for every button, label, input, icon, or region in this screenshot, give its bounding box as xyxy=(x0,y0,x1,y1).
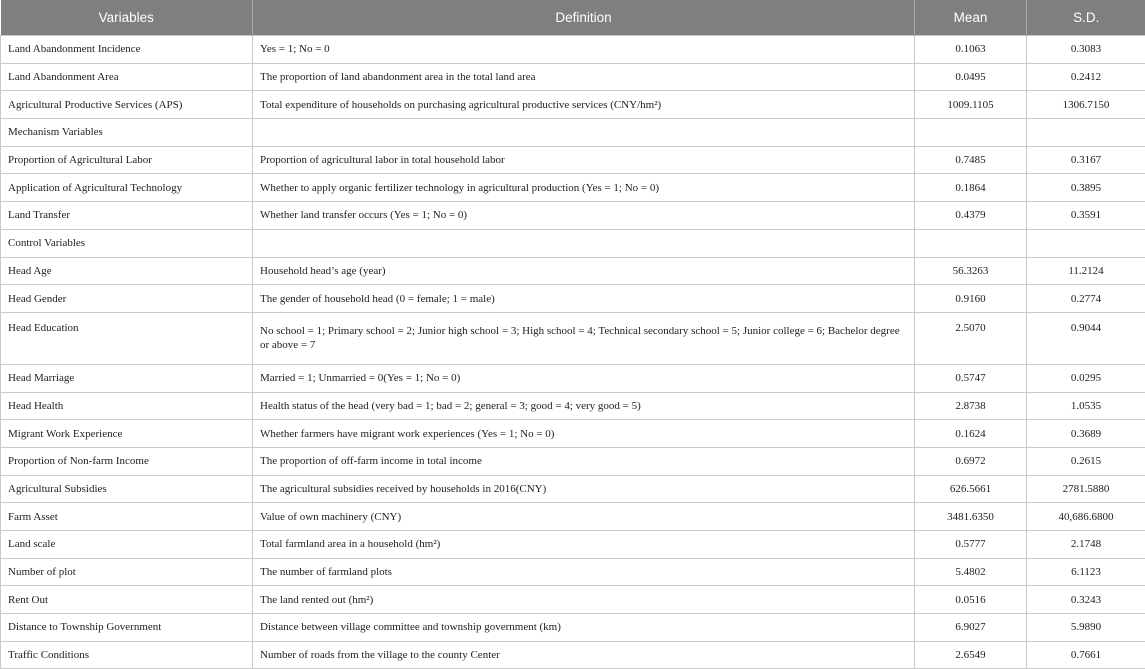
definition-cell: Total expenditure of households on purchasing agricultural productive services (CNY/hm²) xyxy=(253,91,915,119)
variable-cell: Agricultural Productive Services (APS) xyxy=(1,91,253,119)
sd-cell: 0.3895 xyxy=(1027,174,1145,202)
mean-cell: 5.4802 xyxy=(915,558,1027,586)
definition-cell: The agricultural subsidies received by households in 2016(CNY) xyxy=(253,475,915,503)
variable-cell: Land Abandonment Area xyxy=(1,63,253,91)
table-row xyxy=(1,586,1145,614)
sd-cell: 5.9890 xyxy=(1027,614,1145,642)
table-row xyxy=(1,447,1145,475)
sd-cell: 0.7661 xyxy=(1027,641,1145,669)
mean-cell: 0.1864 xyxy=(915,174,1027,202)
sd-cell: 0.2615 xyxy=(1027,447,1145,475)
mean-cell: 0.9160 xyxy=(915,285,1027,313)
table-row xyxy=(1,364,1145,392)
section-row xyxy=(1,229,1145,257)
mean-cell: 0.4379 xyxy=(915,202,1027,230)
definition-cell: Whether farmers have migrant work experiences (Yes = 1; No = 0) xyxy=(253,420,915,448)
mean-cell: 0.1624 xyxy=(915,420,1027,448)
sd-cell: 0.0295 xyxy=(1027,364,1145,392)
mean-cell: 0.6972 xyxy=(915,447,1027,475)
variable-cell: Land Transfer xyxy=(1,202,253,230)
definition-cell: Value of own machinery (CNY) xyxy=(253,503,915,531)
definition-cell: Whether to apply organic fertilizer technology in agricultural production (Yes = 1; No = 0) xyxy=(253,174,915,202)
definition-cell xyxy=(253,119,915,147)
sd-cell: 0.3243 xyxy=(1027,586,1145,614)
variable-cell: Distance to Township Government xyxy=(1,614,253,642)
table-row xyxy=(1,285,1145,313)
table-row xyxy=(1,558,1145,586)
mean-cell: 0.5777 xyxy=(915,531,1027,559)
table-row xyxy=(1,475,1145,503)
variable-cell: Application of Agricultural Technology xyxy=(1,174,253,202)
variable-cell: Land Abandonment Incidence xyxy=(1,36,253,64)
table-row xyxy=(1,36,1145,64)
table-row xyxy=(1,91,1145,119)
variable-cell: Proportion of Agricultural Labor xyxy=(1,146,253,174)
table-row xyxy=(1,641,1145,669)
mean-cell xyxy=(915,229,1027,257)
variable-cell: Head Marriage xyxy=(1,364,253,392)
mean-cell: 0.7485 xyxy=(915,146,1027,174)
header-definition: Definition xyxy=(253,0,915,36)
sd-cell: 11.2124 xyxy=(1027,257,1145,285)
definition-cell: Distance between village committee and township government (km) xyxy=(253,614,915,642)
mean-cell: 2.8738 xyxy=(915,392,1027,420)
definition-cell xyxy=(253,229,915,257)
definition-cell: Yes = 1; No = 0 xyxy=(253,36,915,64)
header-mean: Mean xyxy=(915,0,1027,36)
sd-cell xyxy=(1027,229,1145,257)
header-sd: S.D. xyxy=(1027,0,1145,36)
definition-cell: Household head’s age (year) xyxy=(253,257,915,285)
sd-cell xyxy=(1027,119,1145,147)
definition-cell: Whether land transfer occurs (Yes = 1; No = 0) xyxy=(253,202,915,230)
sd-cell: 0.3167 xyxy=(1027,146,1145,174)
table-row xyxy=(1,392,1145,420)
variable-cell: Head Education xyxy=(1,312,253,364)
table-row xyxy=(1,257,1145,285)
mean-cell: 56.3263 xyxy=(915,257,1027,285)
variable-cell: Land scale xyxy=(1,531,253,559)
variable-cell: Farm Asset xyxy=(1,503,253,531)
definition-cell: The proportion of off-farm income in total income xyxy=(253,447,915,475)
definition-cell: Health status of the head (very bad = 1; bad = 2; general = 3; good = 4; very good = 5) xyxy=(253,392,915,420)
mean-cell: 3481.6350 xyxy=(915,503,1027,531)
sd-cell: 0.3689 xyxy=(1027,420,1145,448)
sd-cell: 0.3591 xyxy=(1027,202,1145,230)
mean-cell: 2.6549 xyxy=(915,641,1027,669)
table-row xyxy=(1,503,1145,531)
mean-cell: 0.0495 xyxy=(915,63,1027,91)
variable-cell: Agricultural Subsidies xyxy=(1,475,253,503)
definition-cell: The proportion of land abandonment area in the total land area xyxy=(253,63,915,91)
mean-cell xyxy=(915,119,1027,147)
table-row xyxy=(1,614,1145,642)
sd-cell: 2.1748 xyxy=(1027,531,1145,559)
sd-cell: 6.1123 xyxy=(1027,558,1145,586)
sd-cell: 0.2774 xyxy=(1027,285,1145,313)
variable-cell: Number of plot xyxy=(1,558,253,586)
sd-cell: 1.0535 xyxy=(1027,392,1145,420)
table-row xyxy=(1,63,1145,91)
table-row xyxy=(1,420,1145,448)
mean-cell: 0.0516 xyxy=(915,586,1027,614)
definition-cell: The land rented out (hm²) xyxy=(253,586,915,614)
sd-cell: 40,686.6800 xyxy=(1027,503,1145,531)
sd-cell: 1306.7150 xyxy=(1027,91,1145,119)
sd-cell: 0.9044 xyxy=(1027,312,1145,364)
definition-cell: The gender of household head (0 = female; 1 = male) xyxy=(253,285,915,313)
definition-cell: The number of farmland plots xyxy=(253,558,915,586)
variable-cell: Head Age xyxy=(1,257,253,285)
definition-cell: Married = 1; Unmarried = 0(Yes = 1; No = 0) xyxy=(253,364,915,392)
table-row xyxy=(1,531,1145,559)
sd-cell: 0.2412 xyxy=(1027,63,1145,91)
variable-cell: Head Health xyxy=(1,392,253,420)
section-label: Mechanism Variables xyxy=(1,119,253,147)
mean-cell: 626.5661 xyxy=(915,475,1027,503)
variable-cell: Migrant Work Experience xyxy=(1,420,253,448)
table-row xyxy=(1,202,1145,230)
mean-cell: 6.9027 xyxy=(915,614,1027,642)
section-row xyxy=(1,119,1145,147)
definition-cell: No school = 1; Primary school = 2; Junior high school = 3; High school = 4; Technical secondary school = 5; Junior college = 6; Bachelor degree or above = 7 xyxy=(253,312,915,364)
mean-cell: 0.1063 xyxy=(915,36,1027,64)
table-row xyxy=(1,146,1145,174)
mean-cell: 1009.1105 xyxy=(915,91,1027,119)
variable-cell: Rent Out xyxy=(1,586,253,614)
header-variables: Variables xyxy=(1,0,253,36)
definition-cell: Number of roads from the village to the county Center xyxy=(253,641,915,669)
mean-cell: 2.5070 xyxy=(915,312,1027,364)
mean-cell: 0.5747 xyxy=(915,364,1027,392)
table-row xyxy=(1,312,1145,364)
section-label: Control Variables xyxy=(1,229,253,257)
table-row xyxy=(1,174,1145,202)
sd-cell: 2781.5880 xyxy=(1027,475,1145,503)
definition-cell: Total farmland area in a household (hm²) xyxy=(253,531,915,559)
table-header-row xyxy=(1,0,1145,36)
variable-cell: Traffic Conditions xyxy=(1,641,253,669)
sd-cell: 0.3083 xyxy=(1027,36,1145,64)
variable-cell: Head Gender xyxy=(1,285,253,313)
variable-cell: Proportion of Non-farm Income xyxy=(1,447,253,475)
definition-cell: Proportion of agricultural labor in total household labor xyxy=(253,146,915,174)
